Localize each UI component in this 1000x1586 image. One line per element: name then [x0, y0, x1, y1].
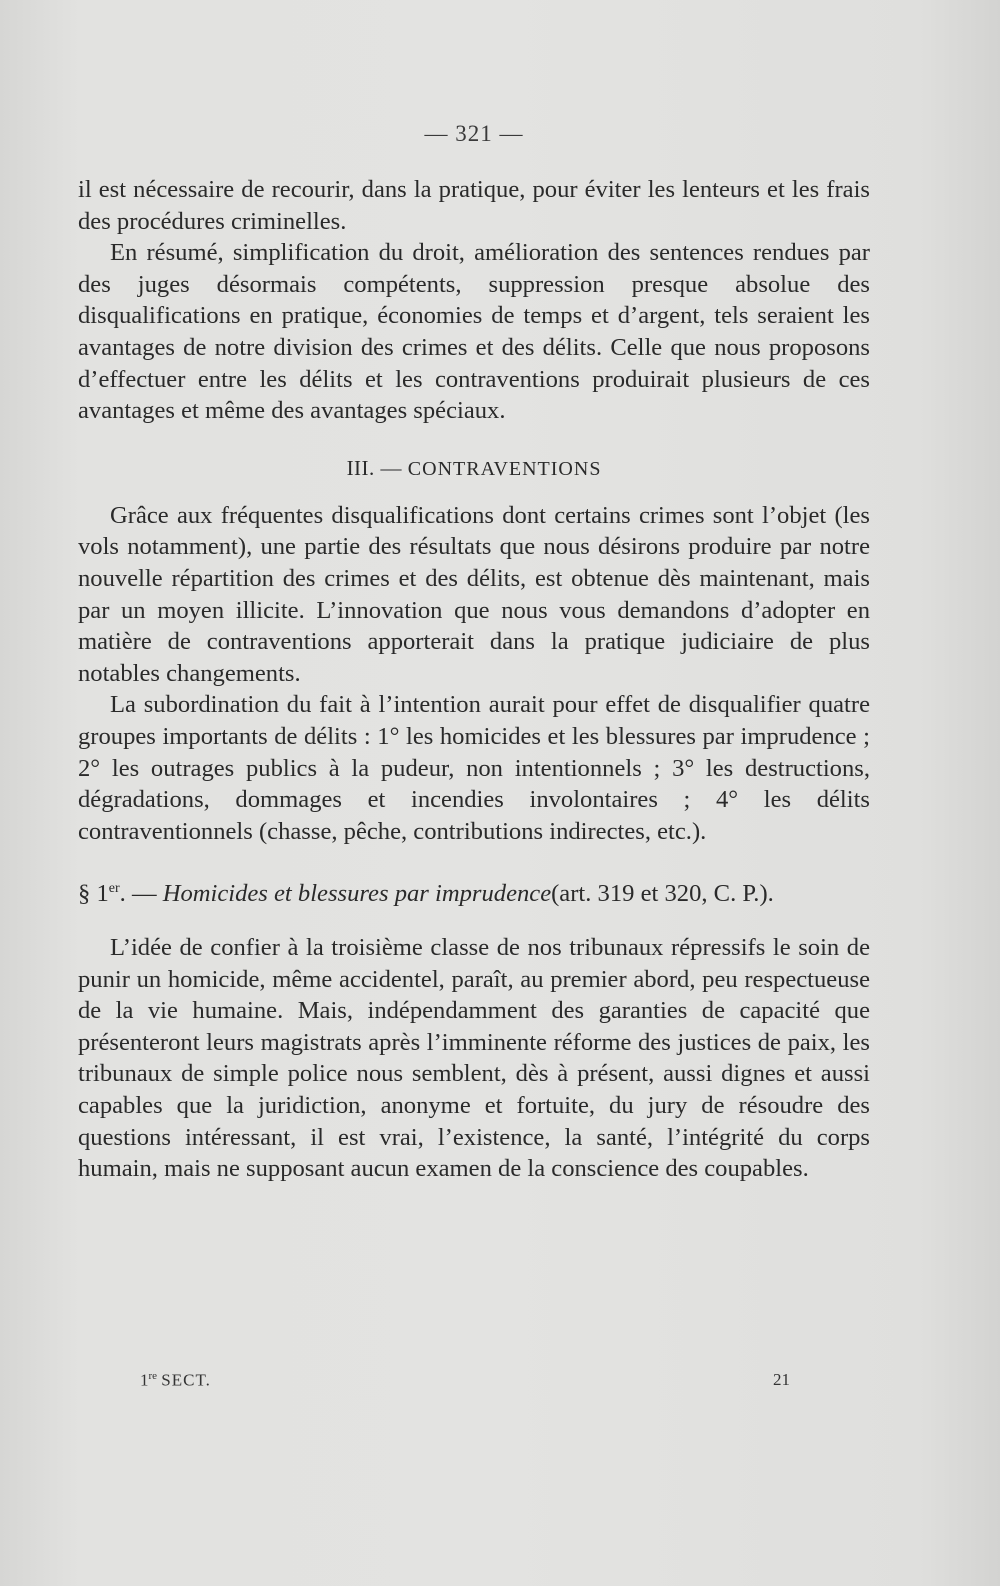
subsection-heading [78, 873, 870, 910]
subsection-prefix: § 1 [78, 880, 109, 908]
section-heading [78, 453, 870, 484]
signature-num: 1 [140, 1370, 149, 1390]
page-number: — 321 — [424, 121, 524, 146]
section-dash: — [380, 455, 403, 480]
signature-sup: re [148, 1370, 158, 1382]
paragraph-homicide: L’idée de confier à la troisième classe de nos tribunaux répressifs le soin de punir un homicide, même accidentel, paraît, au premier abord, peu respectueuse de la vie humaine. Mais, indépendamment des garanties de capacité que présenteront leurs magistrats après l’imminente réforme des justices de paix, les tribunaux de simple police nous semblent, dès à présent, aussi dignes et aussi capables que la juridiction, anonyme et fortuite, du jury de résoudre des questions intéressant, il est vrai, l’existence, la santé, l’intégrité du corps humain, mais ne supposant aucun examen de la conscience des coupables. [78, 934, 870, 1183]
subsection-reference: (art. 319 et 320, C. P.). [551, 880, 774, 908]
section-numeral: III. [346, 455, 375, 480]
page-footer [140, 1370, 790, 1391]
subsection-title: Homicides et blessures par imprudence [162, 880, 552, 908]
signature-mark [140, 1370, 211, 1391]
paragraph-disqualifications: Grâce aux fréquentes disqualifications dont certains crimes sont l’objet (les vols notamment), une partie des résultats que nous désirons produire par notre nouvelle répartition des crimes et des délits, est obtenue dès maintenant, mais par un moyen illicite. L’innovation que nous vous demandons d’adopter en matière de contraventions apporterait dans la pratique judiciaire de plus notables changements. [78, 501, 870, 687]
paragraph-summary: En résumé, simplification du droit, amélioration des sentences rendues par des juges désormais compétents, suppression presque absolue des disqualifications en pratique, économies de temps et d’argent, tels seraient les avantages de notre division des crimes et des délits. Celle que nous proposons d’effectuer entre les délits et les contraventions produirait plusieurs de ces avantages et même des avantages spéciaux. [78, 239, 870, 425]
subsection-superscript: er [108, 881, 120, 897]
subsection-dash: . — [119, 880, 157, 908]
page-content [78, 118, 870, 1185]
sheet-number: 21 [773, 1370, 790, 1389]
section-title: CONTRAVENTIONS [407, 457, 602, 480]
paragraph-subordination: La subordination du fait à l’intention aurait pour effet de disqualifier quatre groupes importants de délits : 1° les homicides et les blessures par imprudence ; 2° les outrages publics à la pudeur, non intentionnels ; 3° les destructions, dégradations, dommages et incendies involontaires ; 4° les délits contraventionnels (chasse, pêche, contributions indirectes, etc.). [78, 691, 870, 845]
paragraph-continuation: il est nécessaire de recourir, dans la pratique, pour éviter les lenteurs et les frais des procédures criminelles. [78, 176, 870, 235]
signature-text: SECT. [161, 1370, 211, 1390]
